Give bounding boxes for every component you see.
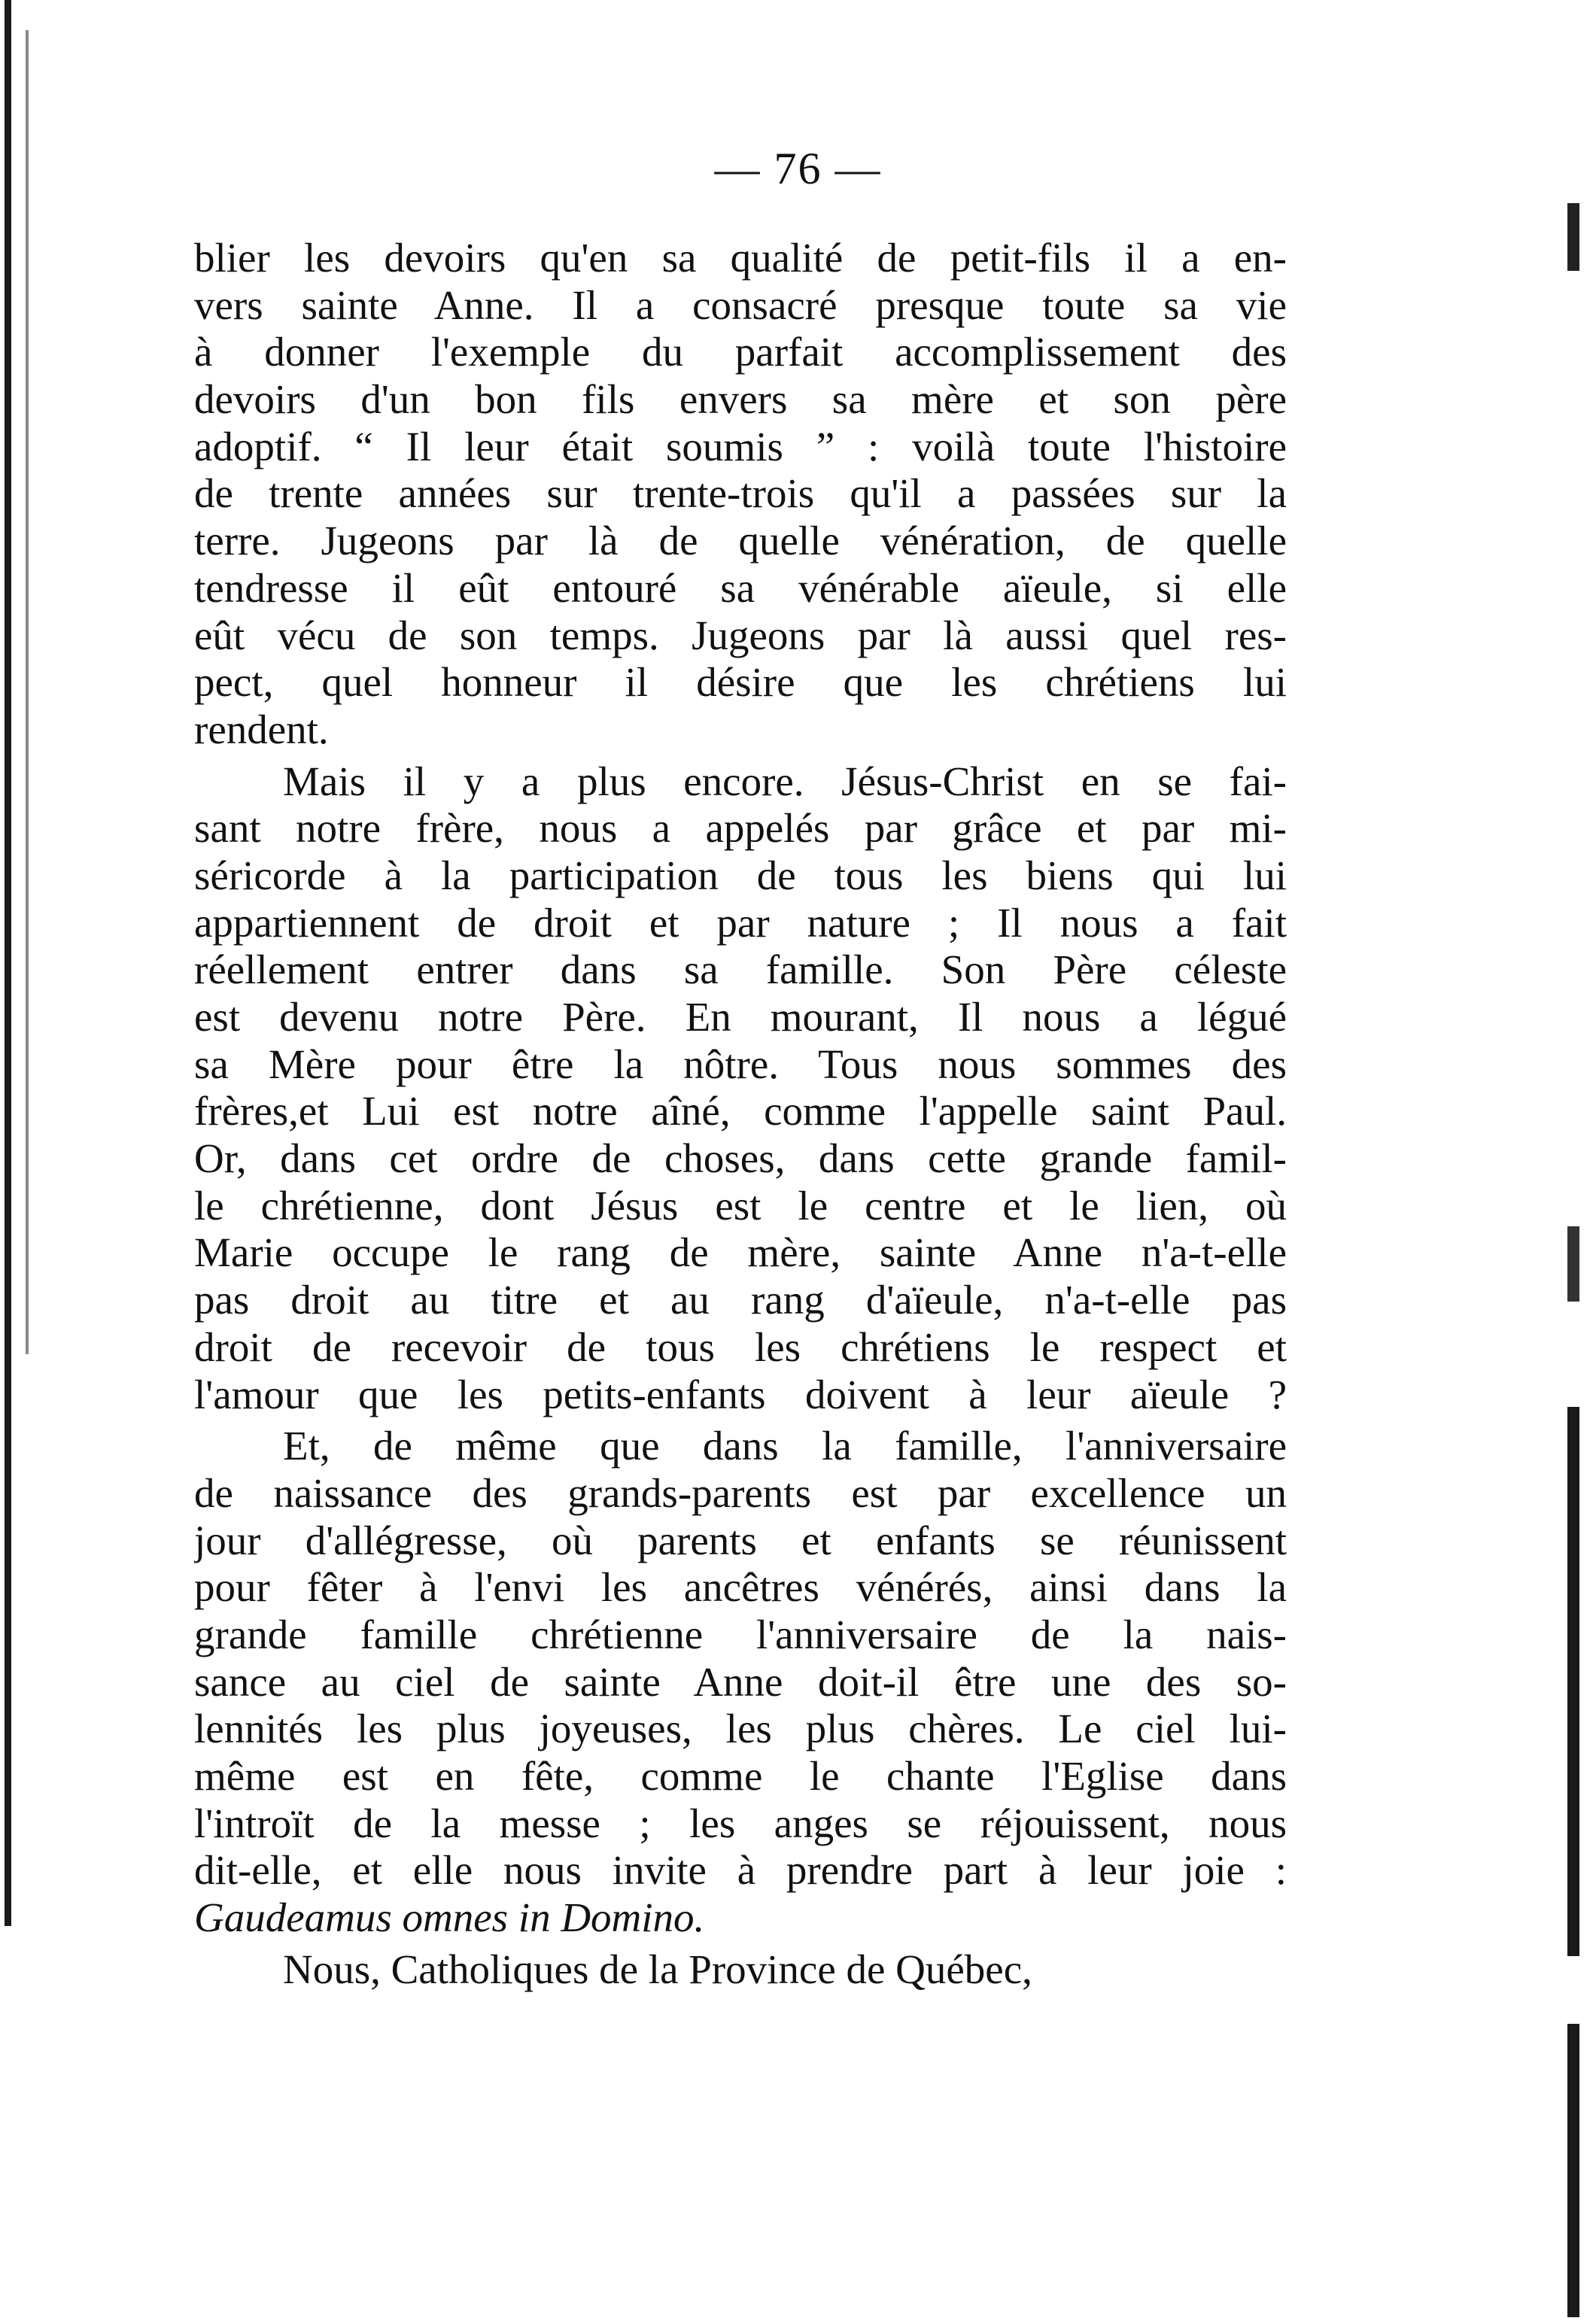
text-line: lennités les plus joyeuses, les plus chères. Le ciel lui- — [194, 1706, 1287, 1752]
paragraph-4 — [194, 1946, 1287, 1994]
text-line: eût vécu de son temps. Jugeons par là aussi quel res- — [194, 612, 1287, 658]
text-line: le chrétienne, dont Jésus est le centre et le lien, où — [194, 1182, 1287, 1229]
text-line: droit de recevoir de tous les chrétiens le respect et — [194, 1323, 1287, 1370]
text-line: pect, quel honneur il désire que les chrétiens lui — [194, 659, 1287, 706]
text-line: pour fêter à l'envi les ancêtres vénérés, ainsi dans la — [194, 1564, 1287, 1611]
text-line: sa Mère pour être la nôtre. Tous nous sommes des — [194, 1040, 1287, 1087]
text-line: l'amour que les petits-enfants doivent à leur aïeule ? — [194, 1371, 1287, 1417]
text-line: Or, dans cet ordre de choses, dans cette grande famil- — [194, 1135, 1287, 1182]
text-line: vers sainte Anne. Il a consacré presque toute sa vie — [194, 281, 1287, 328]
text-line: séricorde à la participation de tous les biens qui lui — [194, 852, 1287, 898]
body-text — [194, 235, 1287, 1993]
paragraph-3 — [194, 1423, 1287, 1942]
text-line: appartiennent de droit et par nature ; Il nous a fait — [194, 899, 1287, 946]
text-line: Et, de même que dans la famille, l'anniversaire — [283, 1423, 1287, 1469]
text-line: Nous, Catholiques de la Province de Québec, — [283, 1946, 1032, 1992]
text-line: à donner l'exemple du parfait accomplissement des — [194, 329, 1287, 375]
page-edge-marks — [1567, 188, 1579, 2317]
text-line: jour d'allégresse, où parents et enfants se réunissent — [194, 1517, 1287, 1563]
paragraph-1 — [194, 235, 1287, 754]
text-line: sant notre frère, nous a appelés par grâce et par mi- — [194, 805, 1287, 852]
page-number: — 76 — — [714, 144, 882, 193]
text-line: réellement entrer dans sa famille. Son Père céleste — [194, 946, 1287, 993]
text-line: est devenu notre Père. En mourant, Il nous a légué — [194, 994, 1287, 1040]
text-line: pas droit au titre et au rang d'aïeule, n'a-t-elle pas — [194, 1277, 1287, 1323]
text-line: de naissance des grands-parents est par excellence un — [194, 1469, 1287, 1516]
text-line: grande famille chrétienne l'anniversaire de la nais- — [194, 1611, 1287, 1657]
text-line: frères,et Lui est notre aîné, comme l'appelle saint Paul. — [194, 1088, 1287, 1135]
text-line: Marie occupe le rang de mère, sainte Anne n'a-t-elle — [194, 1229, 1287, 1276]
text-line: sance au ciel de sainte Anne doit-il être une des so- — [194, 1658, 1287, 1705]
text-line: blier les devoirs qu'en sa qualité de petit-fils il a en- — [194, 235, 1287, 281]
text-line: rendent. — [194, 706, 329, 752]
binding-edge-rule — [5, 0, 11, 1926]
text-line: tendresse il eût entouré sa vénérable aïeule, si elle — [194, 564, 1287, 611]
text-line: dit-elle, et elle nous invite à prendre part à leur joie : — [194, 1847, 1287, 1894]
text-line: même est en fête, comme le chante l'Eglise dans — [194, 1753, 1287, 1799]
text-line: Mais il y a plus encore. Jésus-Christ en se fai- — [283, 758, 1287, 804]
text-line: de trente années sur trente-trois qu'il a passées sur la — [194, 470, 1287, 517]
paragraph-2 — [194, 758, 1287, 1419]
text-line: l'introït de la messe ; les anges se réjouissent, nous — [194, 1800, 1287, 1846]
text-line: adoptif. “ Il leur était soumis ” : voilà toute l'histoire — [194, 423, 1287, 469]
text-line: terre. Jugeons par là de quelle vénération, de quelle — [194, 518, 1287, 564]
text-line: devoirs d'un bon fils envers sa mère et son père — [194, 376, 1287, 423]
latin-quotation: Gaudeamus omnes in Domino. — [194, 1894, 705, 1941]
binding-edge-shadow — [26, 30, 29, 1354]
